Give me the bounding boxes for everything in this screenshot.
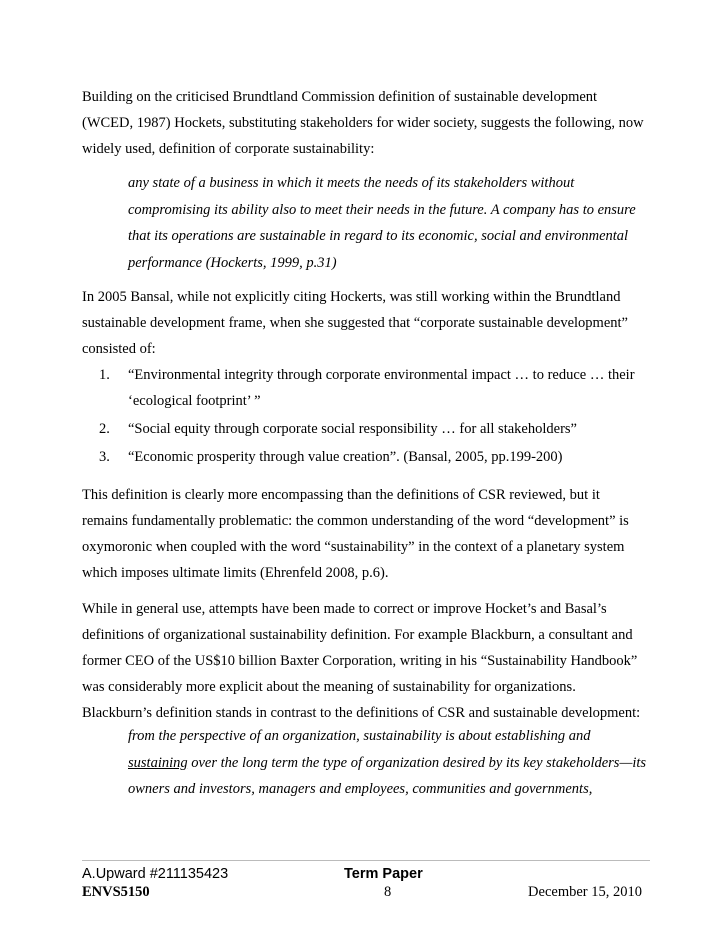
page-number: 8 — [384, 884, 392, 900]
list-item-text: “Social equity through corporate social responsibility … for all stakeholders” — [128, 421, 577, 437]
text-line: definitions of organizational sustainability definition. For example Blackburn, a consultant and — [82, 627, 633, 643]
list-item-text: “Environmental integrity through corporate environmental impact … to reduce … their — [128, 367, 635, 383]
text-line: Building on the criticised Brundtland Commission definition of sustainable development — [82, 89, 598, 105]
quote-line: performance (Hockerts, 1999, p.31) — [128, 254, 337, 271]
text-line: In 2005 Bansal, while not explicitly citing Hockerts, was still working within the Brundtland — [82, 289, 621, 305]
quote-line: that its operations are sustainable in regard to its economic, social and environmental — [128, 228, 629, 244]
paragraph-bansal — [82, 284, 650, 362]
text-line: remains fundamentally problematic: the common understanding of the word “development” is — [82, 513, 629, 529]
text-line: While in general use, attempts have been made to correct or improve Hocket’s and Basal’s — [82, 601, 607, 617]
list-number: 2. — [99, 421, 110, 437]
text-line: former CEO of the US$10 billion Baxter Corporation, writing in his “Sustainability Handbook” — [82, 653, 638, 669]
list-item-text: ‘ecological footprint’ ” — [128, 393, 261, 409]
text-line: Blackburn’s definition stands in contrast to the definitions of CSR and sustainable development: — [82, 705, 641, 721]
quote-line: compromising its ability also to meet their needs in the future. A company has to ensure — [128, 201, 636, 218]
list-item — [82, 362, 650, 414]
text-line: This definition is clearly more encompassing than the definitions of CSR reviewed, but it — [82, 487, 600, 503]
footer-course: ENVS5150 — [82, 884, 150, 900]
quote-line: owners and investors, managers and employees, communities and governments, — [128, 781, 593, 797]
quote-line — [128, 750, 650, 777]
quote-line: any state of a business in which it meets the needs of its stakeholders without — [128, 175, 575, 191]
text-line: oxymoronic when coupled with the word “sustainability” in the context of a planetary system — [82, 539, 625, 555]
text-line: (WCED, 1987) Hockets, substituting stakeholders for wider society, suggests the following, now — [82, 115, 644, 131]
quote-line: from the perspective of an organization, sustainability is about establishing and — [128, 728, 591, 744]
numbered-list — [82, 362, 650, 470]
text-line: widely used, definition of corporate sustainability: — [82, 141, 375, 157]
footer-doc-type: Term Paper — [344, 866, 423, 882]
text-line: consisted of: — [82, 341, 156, 357]
text-line: which imposes ultimate limits (Ehrenfeld 2008, p.6). — [82, 565, 389, 581]
text-line: was considerably more explicit about the meaning of sustainability for organizations. — [82, 679, 576, 695]
text-line: sustainable development frame, when she suggested that “corporate sustainable development” — [82, 315, 628, 331]
block-quote-hockerts — [128, 170, 650, 276]
paragraph-intro — [82, 84, 650, 162]
list-item — [82, 444, 650, 470]
list-item — [82, 416, 650, 444]
quote-line-rest: over the long term the type of organization desired by its key stakeholders—its — [187, 754, 647, 771]
list-number: 3. — [99, 449, 110, 465]
footer-date: December 15, 2010 — [528, 884, 642, 900]
underlined-word: sustaining — [128, 754, 188, 771]
list-number: 1. — [99, 367, 110, 383]
block-quote-blackburn — [128, 723, 650, 803]
paragraph-critique — [82, 482, 650, 586]
paragraph-blackburn — [82, 596, 650, 726]
footer-author: A.Upward #211135423 — [82, 866, 229, 882]
list-item-text: “Economic prosperity through value creation”. (Bansal, 2005, pp.199-200) — [128, 449, 563, 465]
footer-divider — [82, 860, 650, 861]
